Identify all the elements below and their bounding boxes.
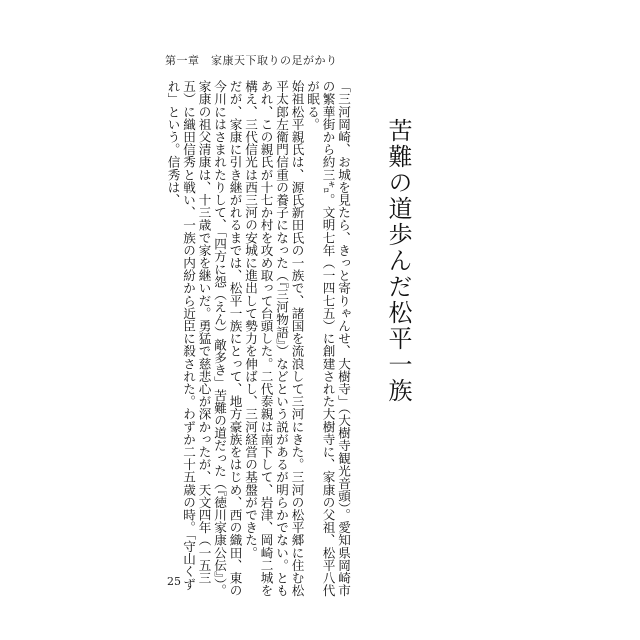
body-text (165, 80, 351, 600)
running-header: 第一章 家康天下取りの足がかり (165, 54, 338, 67)
paragraph: 「三河岡崎、お城を見たら、きっと寄りゃんせ、大樹寺」（大樹寺観光音頭）。愛知県岡崎市の繁華街から約三㌔。文明七年（一四七五）に創建された大樹寺に、家康の父祖、松平八代が眠る。 (305, 80, 351, 597)
section-title: 苦難の道歩んだ松平一族 (384, 118, 412, 404)
paragraph: だが、家康に引き継がれるまでは、松平一族にとって、地方豪族をはじめ、西の織田、東の今川にはさまれたりして、「四方に怨（えん）敵多き」苦難の道だった（『徳川家康公伝』）。 (212, 80, 243, 597)
page-number: 25 (167, 575, 181, 588)
paragraph: 家康の祖父清康は、十三歳で家を継いだ。勇猛で慈悲心が深かったが、天文四年（一五三五）に織田信秀と戦い、一族の内紛から近臣に殺された。わずか二十五歳の時。「守山くずれ」という。信秀は、 (165, 80, 212, 591)
paragraph: 始祖松平親氏は、源氏新田氏の一族で、諸国を流浪して三河にきた。三河の松平郷に住む松平太郎左衛門信重の養子になった（『三河物語』）などという説があるが明らかでない。ともあれ、この親氏が十七か村を攻め取って台頭した。二代泰親は南下して、岩津、岡崎二城を構え、三代信光は西三河の安城に進出して勢力を伸ばし、三河経営の基盤ができた。 (243, 80, 305, 597)
